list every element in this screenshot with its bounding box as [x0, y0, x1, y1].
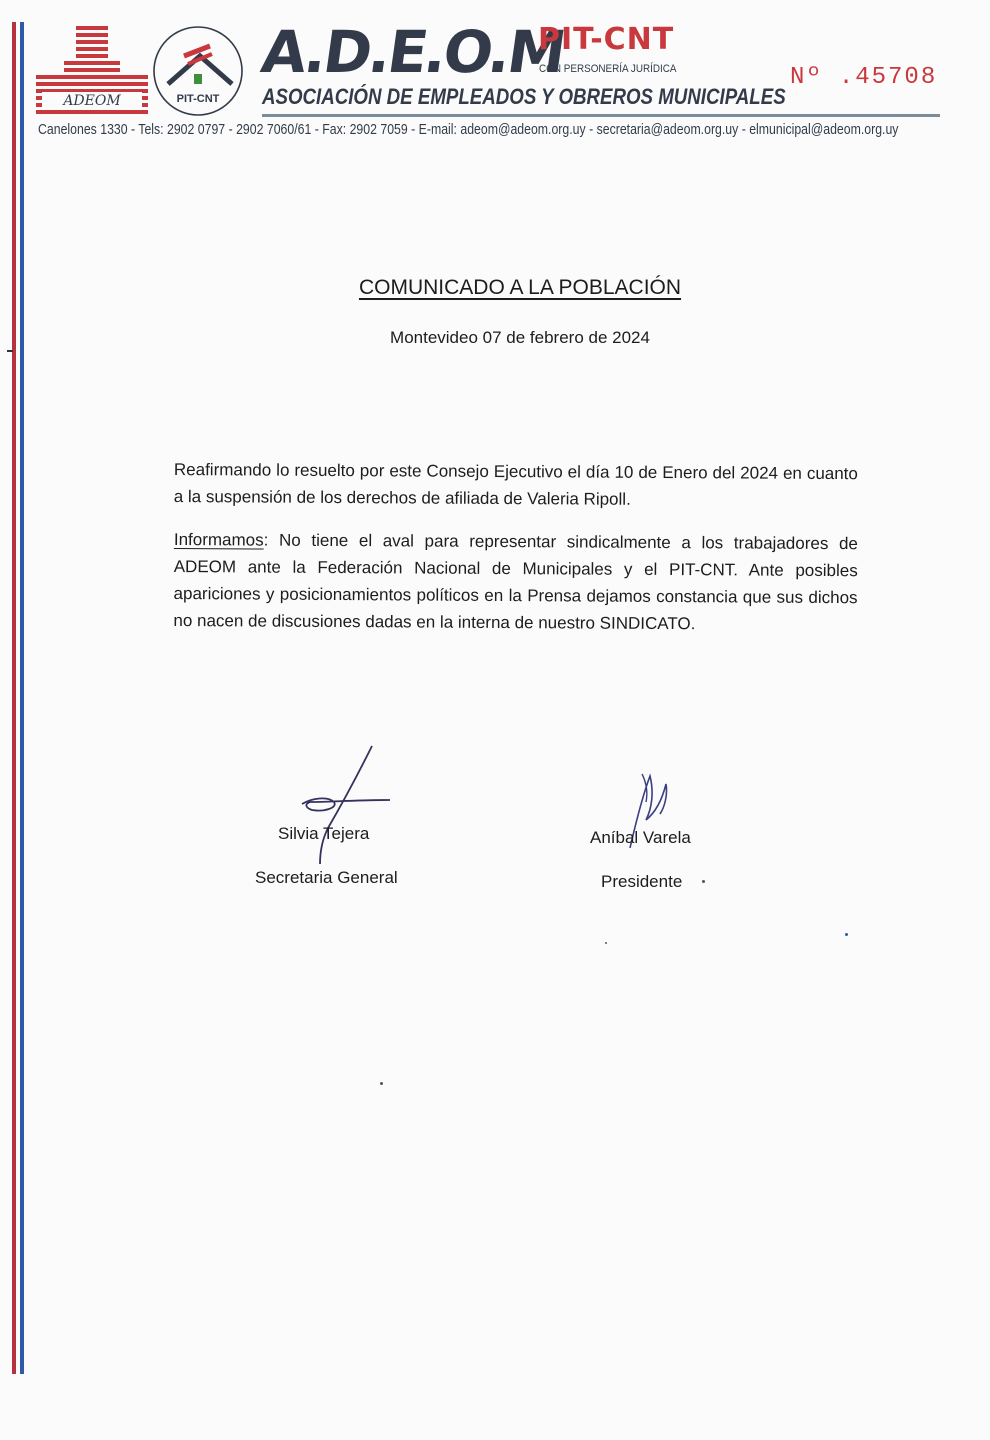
serial-number: .45708	[838, 64, 938, 91]
serial-number-stamp	[790, 64, 937, 91]
scan-speck	[605, 942, 607, 944]
signature-silvia-tejera	[298, 744, 394, 868]
paragraph-2	[173, 526, 858, 638]
scan-speck	[702, 880, 705, 883]
brand-wordmark: A.D.E.O.M	[257, 18, 568, 86]
association-full-name: ASOCIACIÓN DE EMPLEADOS Y OBREROS MUNICIPALES	[262, 84, 786, 109]
scan-speck	[845, 933, 848, 936]
signer-2-name: Aníbal Varela	[590, 828, 691, 847]
paragraph-2-body: : No tiene el aval para representar sindicalmente a los trabajadores de ADEOM ante la Federación Nacional de Municipales y el PIT-CNT. Ante posibles apariciones y posicionamientos políticos en la Prensa dejamos constancia que sus dichos no nacen de discusiones dadas en la interna de nuestro SINDICATO.	[173, 530, 858, 634]
document-title: COMUNICADO A LA POBLACIÓN	[358, 276, 682, 299]
contact-line: Canelones 1330 - Tels: 2902 0797 - 2902 7060/61 - Fax: 2902 7059 - E-mail: adeom@adeom.org.uy - secretaria@adeom.org.uy - elmunicipal@adeom.org.uy	[38, 121, 899, 138]
pit-logo-text: PIT-CNT	[176, 93, 220, 105]
document-date: Montevideo 07 de febrero de 2024	[390, 328, 650, 347]
building-logo-text: ADEOM	[63, 93, 121, 109]
personeria-label: CON PERSONERÍA JURÍDICA	[539, 63, 677, 75]
adeom-building-logo	[36, 26, 148, 114]
punch-mark	[7, 350, 13, 352]
signer-1-name: Silvia Tejera	[278, 824, 370, 843]
paragraph-1: Reafirmando lo resuelto por este Consejo Ejecutivo el día 10 de Enero del 2024 en cuanto a la suspensión de los derechos de afiliada de Valeria Ripoll.	[173, 459, 858, 509]
pit-cnt-label: PIT-CNT	[538, 22, 675, 57]
pit-cnt-round-logo	[152, 26, 244, 116]
signer-2-role: Presidente	[601, 872, 683, 891]
header-rule	[262, 114, 940, 117]
left-edge-blue-stripe	[20, 22, 24, 1374]
left-edge-red-stripe	[12, 22, 16, 1374]
signer-1-role: Secretaria General	[255, 868, 398, 887]
paragraph-2-lead: Informamos	[173, 529, 264, 550]
serial-label: Nº	[790, 64, 823, 91]
scan-speck	[380, 1082, 383, 1085]
